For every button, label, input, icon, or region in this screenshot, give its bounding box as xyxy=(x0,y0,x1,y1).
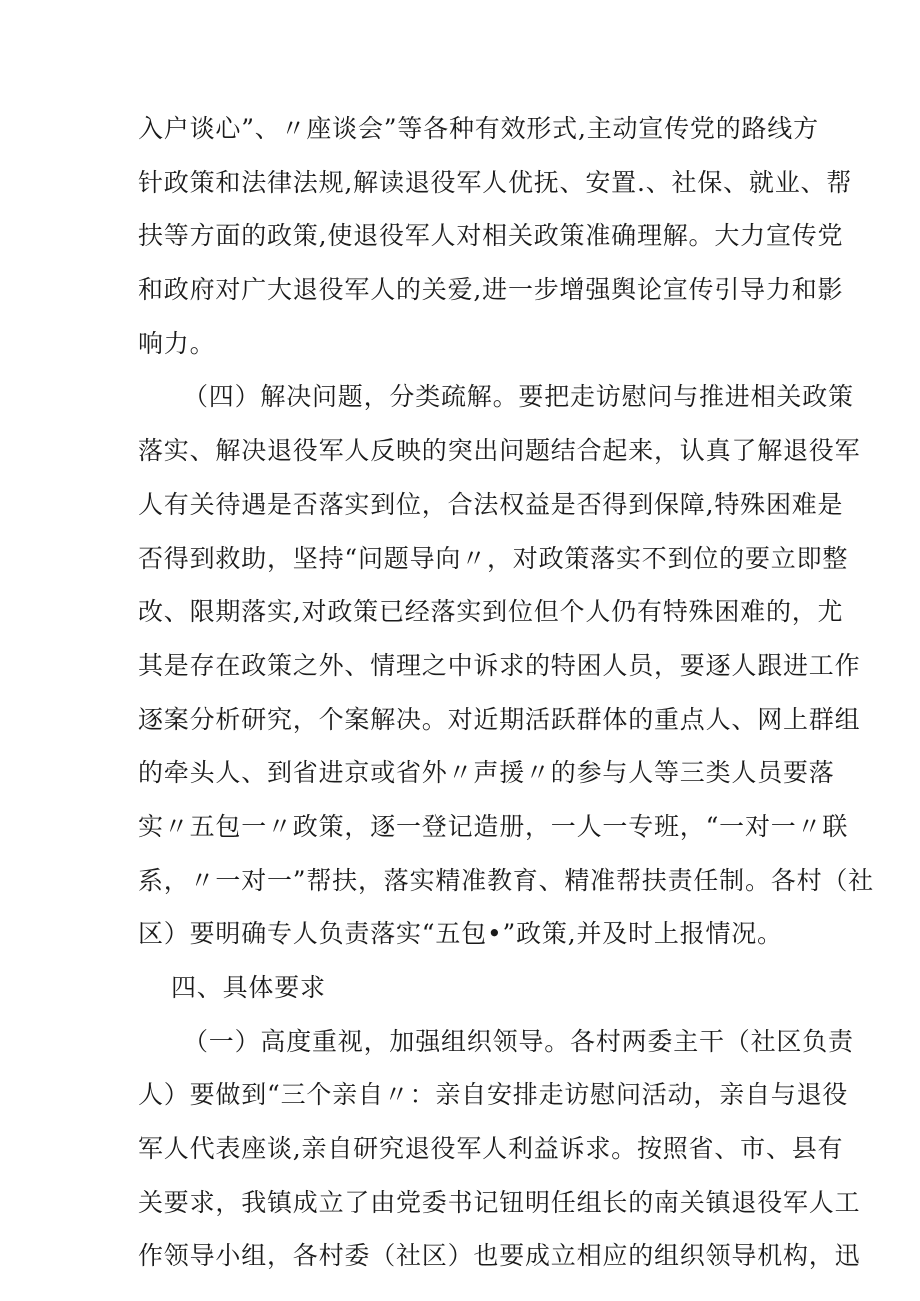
text-line: 响力。 xyxy=(138,328,216,358)
text-line: 其是存在政策之外、情理之中诉求的特困人员，要逐人跟进工作 xyxy=(138,650,861,680)
text-line: 扶等方面的政策,使退役军人对相关政策准确理解。大力宣传党 xyxy=(138,221,844,251)
document-body xyxy=(138,102,874,1283)
text-line: 改、限期落实,对政策已经落实到位但个人仍有特殊困难的，尤 xyxy=(138,597,844,627)
section-heading: 四、具体要求 xyxy=(171,973,326,1002)
text-line: 作领导小组，各村委（社区）也要成立相应的组织领导机构，迅 xyxy=(138,1241,861,1271)
text-line: 和政府对广大退役军人的关爱,进一步增强舆论宣传引导力和影 xyxy=(138,275,844,305)
paragraph-start-line: （一）高度重视，加强组织领导。各村两委主干（社区负责 xyxy=(183,1026,854,1056)
text-line: 军人代表座谈,亲自研究退役军人利益诉求。按照省、市、县有 xyxy=(138,1134,844,1164)
text-line: 实〃五包一〃政策，逐一登记造册，一人一专班，“一对一〃联 xyxy=(138,811,849,841)
text-line: 关要求，我镇成立了由党委书记钮明任组长的南关镇退役军人工 xyxy=(138,1187,861,1217)
text-line: 逐案分析研究，个案解决。对近期活跃群体的重点人、网上群组 xyxy=(138,704,861,734)
text-line: 人有关待遇是否落实到位，合法权益是否得到保障,特殊困难是 xyxy=(138,489,844,519)
text-line: 针政策和法律法规,解读退役军人优抚、安置.、社保、就业、帮 xyxy=(138,167,853,197)
text-line: 区）要明确专人负责落实“五包•”政策,并及时上报情况。 xyxy=(138,919,783,949)
paragraph-start-line: （四）解决问题，分类疏解。要把走访慰问与推进相关政策 xyxy=(183,382,854,412)
text-line: 入户谈心”、〃座谈会”等各种有效形式,主动宣传党的路线方 xyxy=(138,114,819,143)
text-line: 落实、解决退役军人反映的突出问题结合起来，认真了解退役军 xyxy=(138,436,861,466)
text-line: 否得到救助，坚持“问题导向〃，对政策落实不到位的要立即整 xyxy=(138,543,849,573)
text-line: 人）要做到“三个亲自〃：亲自安排走访慰问活动，亲自与退役 xyxy=(138,1080,849,1110)
text-line: 的牵头人、到省进京或省外〃声援〃的参与人等三类人员要落 xyxy=(138,758,835,788)
text-line: 系，〃一对一”帮扶，落实精准教育、精准帮扶责任制。各村（社 xyxy=(138,865,874,895)
